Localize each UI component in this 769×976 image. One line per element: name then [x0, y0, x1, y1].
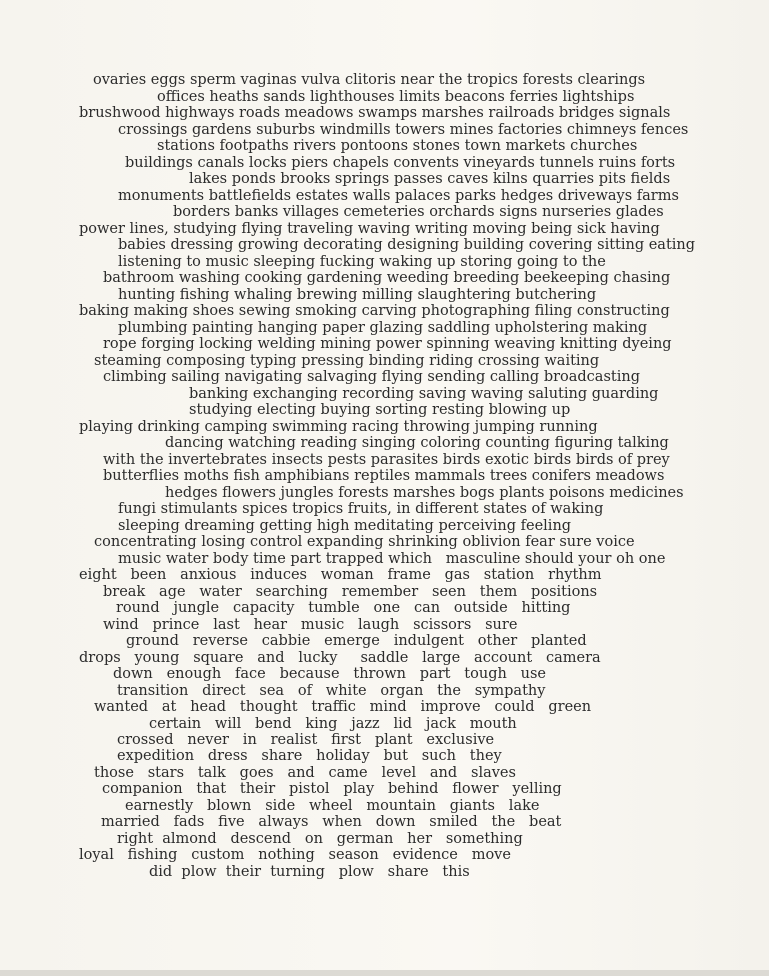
poem-line: did plow their turning plow share this — [149, 864, 470, 880]
poem-line: concentrating losing control expanding shrinking oblivion fear sure voice — [94, 534, 635, 550]
poem-line: companion that their pistol play behind flower yelling — [102, 781, 562, 797]
poem-line: sleeping dreaming getting high meditating perceiving feeling — [118, 518, 572, 534]
poem-line: those stars talk goes and came level and slaves — [94, 765, 516, 781]
poem-line: monuments battlefields estates walls palaces parks hedges driveways farms — [118, 188, 679, 204]
poem-line: right almond descend on german her something — [117, 831, 523, 847]
poem-line: eight been anxious induces woman frame gas station rhythm — [79, 567, 602, 583]
poem-line: drops young square and lucky saddle large account camera — [79, 650, 601, 666]
poem-line: down enough face because thrown part tough use — [113, 666, 547, 682]
poem-line: steaming composing typing pressing binding riding crossing waiting — [94, 353, 600, 369]
poem-line: power lines, studying flying traveling waving writing moving being sick having — [79, 221, 660, 237]
poem-line: rope forging locking welding mining power spinning weaving knitting dyeing — [103, 336, 672, 352]
poem-line: music water body time part trapped which masculine should your oh one — [118, 551, 666, 567]
poem-line: playing drinking camping swimming racing throwing jumping running — [79, 419, 598, 435]
poem-line: babies dressing growing decorating designing building covering sitting eating — [118, 237, 696, 253]
poem-line: fungi stimulants spices tropics fruits, in different states of waking — [118, 501, 604, 517]
poem-line: crossings gardens suburbs windmills towers mines factories chimneys fences — [118, 122, 689, 138]
poem-line: buildings canals locks piers chapels convents vineyards tunnels ruins forts — [125, 155, 676, 171]
poem-line: brushwood highways roads meadows swamps marshes railroads bridges signals — [79, 105, 671, 121]
poem-line: butterflies moths fish amphibians reptiles mammals trees conifers meadows — [103, 468, 665, 484]
poem-line: hunting fishing whaling brewing milling slaughtering butchering — [118, 287, 597, 303]
poem-line: studying electing buying sorting resting blowing up — [189, 402, 571, 418]
poem-line: certain will bend king jazz lid jack mouth — [149, 716, 517, 732]
poem-line: dancing watching reading singing coloring counting figuring talking — [165, 435, 669, 451]
poem-line: ovaries eggs sperm vaginas vulva clitoris near the tropics forests clearings — [93, 72, 646, 88]
poem-line: married fads five always when down smiled the beat — [101, 814, 562, 830]
poem-line: expedition dress share holiday but such they — [117, 748, 502, 764]
poem-line: borders banks villages cemeteries orchards signs nurseries glades — [173, 204, 664, 220]
poem-line: plumbing painting hanging paper glazing saddling upholstering making — [118, 320, 648, 336]
poem-line: wanted at head thought traffic mind improve could green — [94, 699, 592, 715]
poem-line: baking making shoes sewing smoking carving photographing filing constructing — [79, 303, 670, 319]
poem-line: break age water searching remember seen them positions — [103, 584, 598, 600]
poem-line: round jungle capacity tumble one can outside hitting — [116, 600, 571, 616]
poem-line: climbing sailing navigating salvaging flying sending calling broadcasting — [103, 369, 640, 385]
poem-line: crossed never in realist first plant exclusive — [117, 732, 495, 748]
poem-line: offices heaths sands lighthouses limits beacons ferries lightships — [157, 89, 635, 105]
poem-line: banking exchanging recording saving waving saluting guarding — [189, 386, 659, 402]
poem-line: stations footpaths rivers pontoons stones town markets churches — [157, 138, 638, 154]
poem-line: transition direct sea of white organ the sympathy — [117, 683, 546, 699]
poem-line: loyal fishing custom nothing season evidence move — [79, 847, 511, 863]
poem-line: lakes ponds brooks springs passes caves kilns quarries pits fields — [189, 171, 671, 187]
poem-line: wind prince last hear music laugh scissors sure — [103, 617, 518, 633]
poem-line: bathroom washing cooking gardening weeding breeding beekeeping chasing — [103, 270, 671, 286]
poem-line: listening to music sleeping fucking waking up storing going to the — [118, 254, 606, 270]
poem-line: hedges flowers jungles forests marshes bogs plants poisons medicines — [165, 485, 684, 501]
poem-line: earnestly blown side wheel mountain giants lake — [125, 798, 540, 814]
poem-line: ground reverse cabbie emerge indulgent other planted — [126, 633, 587, 649]
poem-line: with the invertebrates insects pests parasites birds exotic birds birds of prey — [103, 452, 670, 468]
